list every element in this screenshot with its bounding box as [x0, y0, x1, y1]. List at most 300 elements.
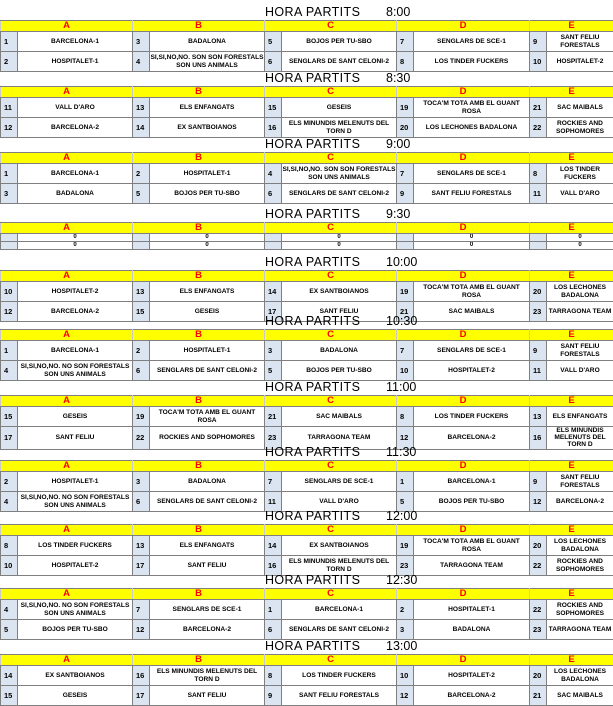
matches-table [0, 654, 613, 706]
team-number: 20 [397, 118, 414, 138]
column-header: A [1, 396, 133, 407]
team-name: GESEIS [282, 98, 397, 118]
matches-table [0, 86, 613, 138]
team-name: TARRAGONA TEAM [414, 556, 530, 576]
slot-label: HORA PARTITS [265, 254, 360, 270]
team-number: 8 [265, 666, 282, 686]
slot-title [0, 70, 613, 86]
team-number: 5 [1, 620, 18, 640]
team-name: EX SANTBOIANOS [18, 666, 133, 686]
team-number: 23 [397, 556, 414, 576]
team-number: 20 [530, 666, 547, 686]
table-row [1, 536, 613, 556]
team-name: BARCELONA-1 [282, 600, 397, 620]
column-header: C [265, 655, 397, 666]
team-number: 10 [1, 282, 18, 302]
table-row [1, 361, 613, 381]
team-number: 12 [133, 620, 150, 640]
team-name: HOSPITALET-2 [414, 666, 530, 686]
team-name: BARCELONA-1 [18, 341, 133, 361]
team-number [133, 242, 150, 250]
team-name: LOS TINDER FUCKERS [547, 164, 613, 184]
table-row [1, 184, 613, 204]
slot-title [0, 572, 613, 588]
team-name: BARCELONA-2 [18, 118, 133, 138]
team-name: SENGLARS DE SANT CELONI-2 [150, 492, 265, 512]
column-header: A [1, 21, 133, 32]
column-header: B [133, 271, 265, 282]
team-name: ELS MINUNDIS MELENUTS DEL TORN D [547, 427, 613, 450]
column-header: A [1, 223, 133, 234]
team-name: BADALONA [282, 341, 397, 361]
team-number: 15 [1, 686, 18, 706]
team-name: BOJOS PER TU-SBO [282, 32, 397, 52]
matches-table [0, 222, 613, 250]
team-name: BOJOS PER TU-SBO [18, 620, 133, 640]
team-number: 14 [133, 118, 150, 138]
team-name: SI,SI,NO,NO. SON SON FORESTALS SON UNS ANIMALS [150, 52, 265, 72]
team-name: SANT FELIU FORESTALS [547, 32, 613, 52]
team-number: 10 [397, 666, 414, 686]
team-name: VALL D'ARO [282, 492, 397, 512]
team-number: 15 [1, 407, 18, 427]
team-number: 16 [530, 427, 547, 450]
column-header: E [530, 330, 613, 341]
team-name: BOJOS PER TU-SBO [414, 492, 530, 512]
column-header: E [530, 461, 613, 472]
column-header: D [397, 589, 530, 600]
slot-time: 11:00 [386, 379, 416, 395]
team-name: HOSPITALET-1 [18, 52, 133, 72]
team-number: 14 [265, 536, 282, 556]
table-row [1, 666, 613, 686]
team-name: SI,SI,NO,NO. NO SON FORESTALS SON UNS ANIMALS [18, 361, 133, 381]
slot-title [0, 206, 613, 222]
team-number: 1 [1, 164, 18, 184]
team-number: 9 [265, 686, 282, 706]
column-header: A [1, 461, 133, 472]
team-name: HOSPITALET-2 [18, 282, 133, 302]
team-number: 21 [397, 302, 414, 322]
team-number: 13 [133, 98, 150, 118]
team-name: BOJOS PER TU-SBO [282, 361, 397, 381]
matches-table [0, 524, 613, 576]
team-name: SANT FELIU [150, 556, 265, 576]
team-name: LOS LECHONES BADALONA [547, 282, 613, 302]
team-name: SENGLARS DE SANT CELONI-2 [282, 620, 397, 640]
team-number: 3 [133, 32, 150, 52]
team-name: BADALONA [414, 620, 530, 640]
column-header: D [397, 21, 530, 32]
column-header: D [397, 396, 530, 407]
team-number: 5 [265, 32, 282, 52]
team-name: LOS TINDER FUCKERS [18, 536, 133, 556]
slot-time: 9:30 [386, 206, 410, 222]
team-number: 16 [133, 666, 150, 686]
slot-time: 9:00 [386, 136, 410, 152]
column-header: B [133, 461, 265, 472]
team-number: 7 [265, 472, 282, 492]
team-number: 12 [397, 427, 414, 450]
slot-label: HORA PARTITS [265, 70, 360, 86]
team-name: SANT FELIU FORESTALS [547, 341, 613, 361]
team-name: SANT FELIU FORESTALS [282, 686, 397, 706]
team-name: HOSPITALET-1 [414, 600, 530, 620]
slot-title [0, 379, 613, 395]
column-header: C [265, 525, 397, 536]
team-number: 9 [530, 341, 547, 361]
team-number: 23 [530, 620, 547, 640]
column-header: D [397, 153, 530, 164]
team-number: 10 [1, 556, 18, 576]
slot-label: HORA PARTITS [265, 638, 360, 654]
column-header: B [133, 21, 265, 32]
team-number: 15 [265, 98, 282, 118]
team-number: 1 [1, 32, 18, 52]
column-header: D [397, 655, 530, 666]
team-name: 0 [150, 242, 265, 250]
team-number: 7 [397, 32, 414, 52]
team-name: SAC MAIBALS [414, 302, 530, 322]
column-header: E [530, 21, 613, 32]
team-name: 0 [282, 242, 397, 250]
matches-table [0, 395, 613, 450]
team-number: 6 [133, 361, 150, 381]
column-header: B [133, 87, 265, 98]
team-number: 5 [265, 361, 282, 381]
team-name: 0 [282, 234, 397, 242]
team-name: SENGLARS DE SCE-1 [414, 164, 530, 184]
team-name: SENGLARS DE SCE-1 [414, 341, 530, 361]
team-number: 13 [133, 282, 150, 302]
team-name: ELS MINUNDIS MELENUTS DEL TORN D [150, 666, 265, 686]
team-name: BADALONA [18, 184, 133, 204]
team-number: 6 [265, 52, 282, 72]
team-name: SENGLARS DE SANT CELONI-2 [282, 184, 397, 204]
team-number: 8 [397, 52, 414, 72]
team-number: 4 [1, 492, 18, 512]
slot-time: 10:00 [386, 254, 417, 270]
team-name: ROCKIES AND SOPHOMORES [547, 556, 613, 576]
team-number: 8 [397, 407, 414, 427]
column-header: B [133, 525, 265, 536]
team-number: 17 [1, 427, 18, 450]
team-number: 7 [397, 341, 414, 361]
team-name: EX SANTBOIANOS [282, 536, 397, 556]
team-number: 2 [1, 52, 18, 72]
slot-time: 8:00 [386, 4, 410, 20]
column-header: C [265, 461, 397, 472]
team-name: ELS ENFANGATS [150, 282, 265, 302]
team-name: BARCELONA-2 [18, 302, 133, 322]
team-name: 0 [18, 234, 133, 242]
team-number: 3 [133, 472, 150, 492]
team-number: 2 [133, 341, 150, 361]
team-number: 2 [1, 472, 18, 492]
column-header: B [133, 153, 265, 164]
column-header: B [133, 330, 265, 341]
matches-table [0, 588, 613, 640]
table-row [1, 600, 613, 620]
team-name: ELS ENFANGATS [150, 98, 265, 118]
team-number: 6 [265, 620, 282, 640]
team-name: BADALONA [150, 32, 265, 52]
team-name: SAC MAIBALS [547, 686, 613, 706]
column-header: B [133, 396, 265, 407]
team-number: 9 [530, 32, 547, 52]
team-number: 10 [530, 52, 547, 72]
team-number: 22 [530, 600, 547, 620]
slot-time: 10:30 [386, 313, 417, 329]
team-number: 22 [530, 118, 547, 138]
team-number: 12 [530, 492, 547, 512]
slot-title [0, 508, 613, 524]
team-name: BADALONA [150, 472, 265, 492]
slot-label: HORA PARTITS [265, 572, 360, 588]
team-number: 9 [530, 472, 547, 492]
team-number: 4 [1, 600, 18, 620]
team-number: 8 [1, 536, 18, 556]
slot-title [0, 638, 613, 654]
team-number: 1 [1, 341, 18, 361]
table-row [1, 620, 613, 640]
column-header: E [530, 525, 613, 536]
team-name: VALL D'ARO [547, 361, 613, 381]
column-header: E [530, 589, 613, 600]
column-header: C [265, 21, 397, 32]
team-name: SAC MAIBALS [547, 98, 613, 118]
column-header: E [530, 87, 613, 98]
team-name: LOS TINDER FUCKERS [282, 666, 397, 686]
team-number: 11 [530, 184, 547, 204]
team-name: TOCA'M TOTA AMB EL GUANT ROSA [414, 282, 530, 302]
slot-label: HORA PARTITS [265, 379, 360, 395]
team-number: 23 [265, 427, 282, 450]
slot-time: 12:00 [386, 508, 417, 524]
team-number: 16 [265, 556, 282, 576]
slot-label: HORA PARTITS [265, 206, 360, 222]
team-number [397, 234, 414, 242]
column-header: A [1, 589, 133, 600]
team-number: 5 [133, 184, 150, 204]
slot-title [0, 254, 613, 270]
team-number: 11 [1, 98, 18, 118]
team-name: HOSPITALET-1 [150, 341, 265, 361]
team-number [530, 242, 547, 250]
team-name: 0 [414, 242, 530, 250]
column-header: E [530, 271, 613, 282]
slot-title [0, 313, 613, 329]
team-name: SANT FELIU [282, 302, 397, 322]
team-name: ROCKIES AND SOPHOMORES [547, 118, 613, 138]
team-name: SI,SI,NO,NO. NO SON FORESTALS SON UNS ANIMALS [18, 600, 133, 620]
team-name: HOSPITALET-2 [414, 361, 530, 381]
team-name: TARRAGONA TEAM [282, 427, 397, 450]
team-name: GESEIS [150, 302, 265, 322]
column-header: E [530, 153, 613, 164]
column-header: D [397, 461, 530, 472]
column-header: A [1, 655, 133, 666]
team-number: 21 [265, 407, 282, 427]
slot-time: 11:30 [386, 444, 416, 460]
column-header: A [1, 153, 133, 164]
table-row [1, 282, 613, 302]
team-name: HOSPITALET-2 [18, 556, 133, 576]
team-number: 1 [397, 472, 414, 492]
column-header: C [265, 87, 397, 98]
team-number: 8 [530, 164, 547, 184]
table-row [1, 472, 613, 492]
team-number: 19 [397, 536, 414, 556]
team-name: SENGLARS DE SCE-1 [282, 472, 397, 492]
column-header: C [265, 589, 397, 600]
team-name: SAC MAIBALS [282, 407, 397, 427]
team-name: SENGLARS DE SANT CELONI-2 [150, 361, 265, 381]
team-number [1, 242, 18, 250]
team-name: SANT FELIU [18, 427, 133, 450]
team-name: 0 [547, 242, 613, 250]
column-header: B [133, 223, 265, 234]
team-name: BARCELONA-1 [18, 32, 133, 52]
team-name: TOCA'M TOTA AMB EL GUANT ROSA [414, 536, 530, 556]
slot-label: HORA PARTITS [265, 136, 360, 152]
team-number: 7 [397, 164, 414, 184]
column-header: D [397, 330, 530, 341]
team-name: ELS MINUNDIS MELENUTS DEL TORN D [282, 556, 397, 576]
team-name: VALL D'ARO [18, 98, 133, 118]
slot-time: 8:30 [386, 70, 410, 86]
team-number [530, 234, 547, 242]
column-header: B [133, 589, 265, 600]
slot-time: 13:00 [386, 638, 417, 654]
team-name: 0 [414, 234, 530, 242]
slot-label: HORA PARTITS [265, 444, 360, 460]
team-number: 2 [397, 600, 414, 620]
matches-table [0, 20, 613, 72]
team-name: ROCKIES AND SOPHOMORES [547, 600, 613, 620]
column-header: D [397, 525, 530, 536]
table-row [1, 242, 613, 250]
team-name: ROCKIES AND SOPHOMORES [150, 427, 265, 450]
table-row [1, 164, 613, 184]
team-number: 2 [133, 164, 150, 184]
column-header: A [1, 87, 133, 98]
team-number: 12 [1, 118, 18, 138]
team-number: 21 [530, 686, 547, 706]
team-name: HOSPITALET-1 [150, 164, 265, 184]
team-number: 13 [530, 407, 547, 427]
table-row [1, 52, 613, 72]
team-name: ELS ENFANGATS [547, 407, 613, 427]
team-number: 21 [530, 98, 547, 118]
team-number: 14 [265, 282, 282, 302]
team-name: TARRAGONA TEAM [547, 620, 613, 640]
column-header: D [397, 87, 530, 98]
team-number: 4 [133, 52, 150, 72]
team-number: 3 [265, 341, 282, 361]
column-header: B [133, 655, 265, 666]
team-number [397, 242, 414, 250]
team-name: BOJOS PER TU-SBO [150, 184, 265, 204]
table-row [1, 234, 613, 242]
column-header: A [1, 525, 133, 536]
team-name: BARCELONA-2 [150, 620, 265, 640]
team-name: BARCELONA-1 [18, 164, 133, 184]
team-name: 0 [547, 234, 613, 242]
team-name: HOSPITALET-2 [547, 52, 613, 72]
team-number: 19 [397, 282, 414, 302]
team-name: 0 [150, 234, 265, 242]
team-number: 6 [133, 492, 150, 512]
team-name: SENGLARS DE SCE-1 [414, 32, 530, 52]
team-number: 4 [1, 361, 18, 381]
team-name: SANT FELIU FORESTALS [414, 184, 530, 204]
slot-label: HORA PARTITS [265, 4, 360, 20]
team-number: 13 [133, 536, 150, 556]
team-number: 4 [265, 164, 282, 184]
matches-table [0, 460, 613, 512]
team-name: EX SANTBOIANOS [282, 282, 397, 302]
table-row [1, 118, 613, 138]
team-name: TARRAGONA TEAM [547, 302, 613, 322]
team-number: 10 [397, 361, 414, 381]
column-header: C [265, 271, 397, 282]
team-name: SENGLARS DE SANT CELONI-2 [282, 52, 397, 72]
column-header: C [265, 396, 397, 407]
team-number: 7 [133, 600, 150, 620]
team-number: 1 [265, 600, 282, 620]
team-name: VALL D'ARO [547, 184, 613, 204]
team-number: 9 [397, 184, 414, 204]
team-number: 11 [265, 492, 282, 512]
team-number: 14 [1, 666, 18, 686]
team-name: EX SANTBOIANOS [150, 118, 265, 138]
team-name: LOS TINDER FUCKERS [414, 407, 530, 427]
team-number: 5 [397, 492, 414, 512]
team-number: 16 [265, 118, 282, 138]
column-header: C [265, 223, 397, 234]
column-header: E [530, 396, 613, 407]
table-row [1, 32, 613, 52]
team-name: LOS LECHONES BADALONA [547, 536, 613, 556]
slot-title [0, 136, 613, 152]
team-name: SANT FELIU FORESTALS [547, 472, 613, 492]
team-number [133, 234, 150, 242]
team-number [265, 234, 282, 242]
team-number: 12 [397, 686, 414, 706]
slot-label: HORA PARTITS [265, 313, 360, 329]
team-number: 17 [133, 556, 150, 576]
matches-table [0, 152, 613, 204]
column-header: C [265, 153, 397, 164]
team-number: 15 [133, 302, 150, 322]
team-name: GESEIS [18, 407, 133, 427]
table-row [1, 407, 613, 427]
column-header: C [265, 330, 397, 341]
team-name: SENGLARS DE SCE-1 [150, 600, 265, 620]
team-name: GESEIS [18, 686, 133, 706]
team-number: 20 [530, 282, 547, 302]
slot-title [0, 4, 613, 20]
team-name: 0 [18, 242, 133, 250]
column-header: E [530, 655, 613, 666]
team-name: TOCA'M TOTA AMB EL GUANT ROSA [414, 98, 530, 118]
team-number: 20 [530, 536, 547, 556]
team-name: BARCELONA-1 [414, 472, 530, 492]
team-name: BARCELONA-2 [414, 427, 530, 450]
table-row [1, 341, 613, 361]
team-number: 17 [133, 686, 150, 706]
